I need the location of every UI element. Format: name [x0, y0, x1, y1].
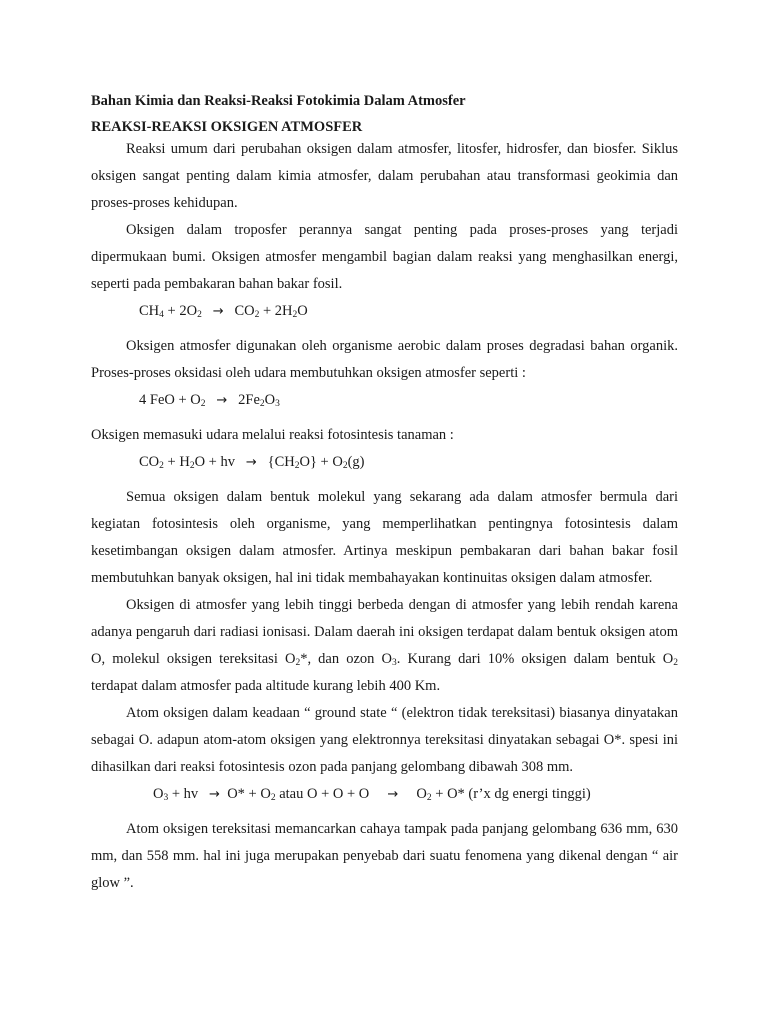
equation-2 [91, 387, 678, 414]
eq4-left: $O_3$ + hv [153, 786, 199, 803]
paragraph-3: Oksigen atmosfer digunakan oleh organisme aerobic dalam proses degradasi bahan organik. Proses-proses oksidasi oleh udara membutuhkan oksigen atmosfer seperti : [91, 338, 678, 381]
equation-1 [91, 298, 678, 325]
equation-4 [91, 781, 678, 808]
equation-3 [91, 449, 678, 476]
eq3-arrow-icon: → [245, 455, 257, 470]
eq3-left: $CO_2 + H_2O$ + hv [139, 454, 235, 471]
eq3-right: $\{CH_2O\} + O_2(g)$ [267, 454, 365, 471]
paragraph-6: Oksigen di atmosfer yang lebih tinggi berbeda dengan di atmosfer yang lebih rendah karena adanya pengaruh dari radiasi ionisasi. Dalam daerah ini oksigen terdapat dalam bentuk oksigen atom O, molekul oksigen tereksitasi $O_2*$, dan ozon $O_3$. Kurang dari 10% oksigen dalam bentuk $O_2$ terdapat dalam atmosfer pada altitude kurang lebih 400 Km. [91, 597, 678, 694]
paragraph-5: Semua oksigen dalam bentuk molekul yang sekarang ada dalam atmosfer bermula dari kegiatan fotosintesis oleh organisme, yang memperlihatkan pentingnya fotosintesis dalam kesetimbangan oksigen dalam atmosfer. Artinya meskipun pembakaran dari bahan bakar fosil membutuhkan banyak oksigen, hal ini tidak membahayakan kontinuitas oksigen dalam atmosfer. [91, 489, 678, 586]
document-title: Bahan Kimia dan Reaksi-Reaksi Fotokimia Dalam Atmosfer [91, 93, 466, 109]
document-page [91, 92, 678, 897]
paragraph-7: Atom oksigen dalam keadaan “ ground state “ (elektron tidak tereksitasi) biasanya dinyatakan sebagai O. adapun atom-atom oksigen yang elektronnya tereksitasi dinyatakan sebagai O*. spesi ini dihasilkan dari reaksi fotosintesis ozon pada panjang gelombang dibawah 308 mm. [91, 705, 678, 775]
paragraph-4: Oksigen memasuki udara melalui reaksi fotosintesis tanaman : [91, 427, 454, 443]
eq4-arrow-icon-1: → [209, 787, 220, 802]
eq4-right: $O_2 + O*$ (r’x dg energi tinggi) [416, 786, 591, 803]
eq2-arrow-icon: → [216, 393, 228, 408]
eq1-left: $CH_4 + 2O_2$ [139, 303, 202, 320]
eq4-middle: $O* + O_2$ atau O + O + O [227, 786, 370, 803]
eq2-left: 4 FeO + $O_2$ [139, 392, 206, 409]
paragraph-1: Reaksi umum dari perubahan oksigen dalam atmosfer, litosfer, hidrosfer, dan biosfer. Siklus oksigen sangat penting dalam kimia atmosfer, dalam perubahan atau transformasi geokimia dan proses-proses kehidupan. [91, 141, 678, 211]
eq4-arrow-icon-2: → [387, 787, 399, 802]
eq1-right: $CO_2 + 2H_2O$ [234, 303, 308, 320]
eq2-right: $2Fe_2O_3$ [238, 392, 280, 409]
paragraph-8: Atom oksigen tereksitasi memancarkan cahaya tampak pada panjang gelombang 636 mm, 630 mm, dan 558 mm. hal ini juga merupakan penyebab dari suatu fenomena yang dikenal dengan “ air glow ”. [91, 821, 678, 891]
section-heading: REAKSI-REAKSI OKSIGEN ATMOSFER [91, 119, 363, 135]
paragraph-2: Oksigen dalam troposfer perannya sangat penting pada proses-proses yang terjadi dipermukaan bumi. Oksigen atmosfer mengambil bagian dalam reaksi yang menghasilkan energi, seperti pada pembakaran bahan bakar fosil. [91, 222, 678, 292]
eq1-arrow-icon: → [212, 304, 224, 319]
